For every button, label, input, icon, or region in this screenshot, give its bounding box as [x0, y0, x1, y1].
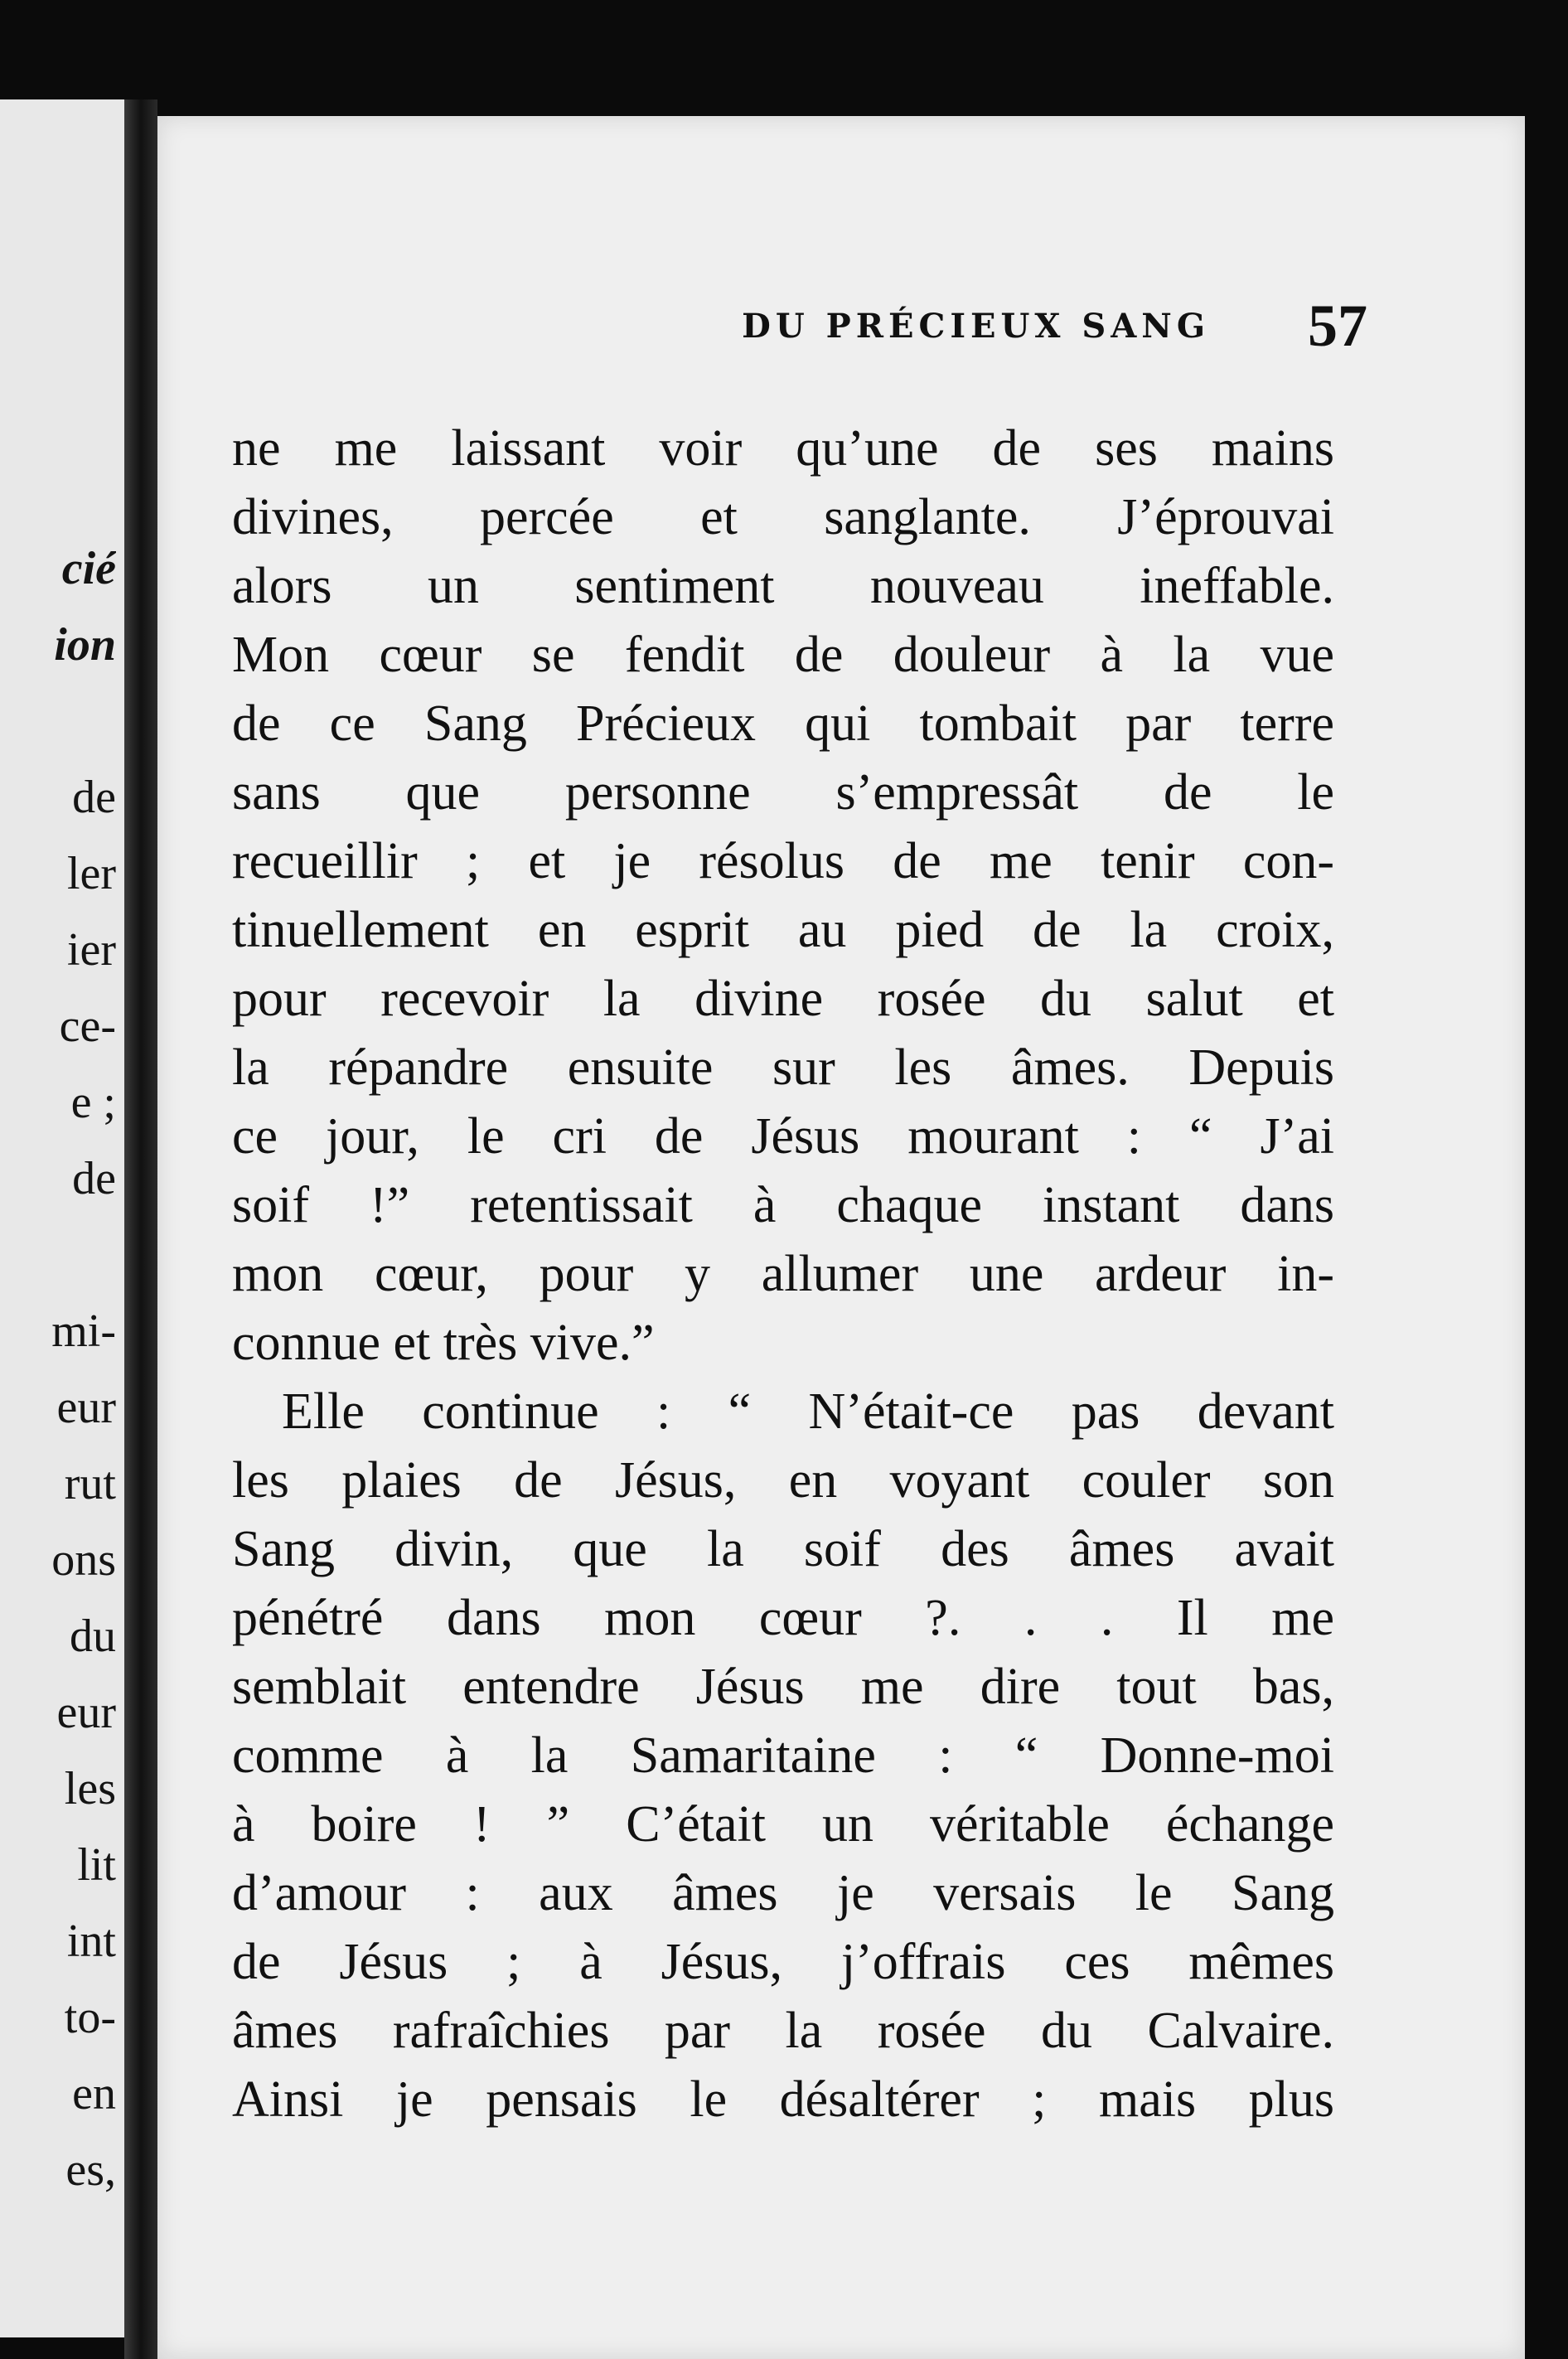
facing-page-fragment: ce-	[59, 1000, 116, 1052]
facing-page-fragment: lit	[77, 1839, 116, 1891]
facing-page-fragment: rut	[64, 1458, 116, 1509]
text-line: Mon cœur se fendit de douleur à la vue	[232, 627, 1334, 683]
facing-page-fragment	[0, 683, 116, 759]
text-line: recueillir ; et je résolus de me tenir con-	[232, 833, 1334, 889]
facing-page-fragment: to-	[64, 1992, 116, 2043]
text-line: les plaies de Jésus, en voyant couler son	[232, 1452, 1334, 1509]
text-line: âmes rafraîchies par la rosée du Calvaire.	[232, 2003, 1334, 2059]
body-text	[232, 414, 1334, 2134]
text-line: tinuellement en esprit au pied de la croix,	[232, 902, 1334, 958]
text-line: semblait entendre Jésus me dire tout bas,	[232, 1659, 1334, 1715]
facing-page-fragment: de	[72, 772, 116, 823]
text-line: Elle continue : “ N’était-ce pas devant	[282, 1383, 1334, 1440]
facing-page-fragment: eur	[56, 1687, 116, 1738]
facing-page-fragment: les	[64, 1763, 116, 1814]
text-line: de Jésus ; à Jésus, j’offrais ces mêmes	[232, 1934, 1334, 1990]
text-line: la répandre ensuite sur les âmes. Depuis	[232, 1039, 1334, 1096]
facing-page-fragment	[0, 1217, 116, 1293]
facing-page-fragment: de	[72, 1153, 116, 1204]
text-line: mon cœur, pour y allumer une ardeur in-	[232, 1246, 1334, 1302]
book-gutter	[124, 99, 157, 2359]
facing-page-fragment: ons	[51, 1534, 116, 1586]
facing-page-fragment: ler	[66, 848, 116, 899]
text-line: à boire ! ” C’était un véritable échange	[232, 1796, 1334, 1853]
text-line: divines, percée et sanglante. J’éprouvai	[232, 489, 1334, 545]
facing-page-fragment: ier	[66, 924, 116, 976]
facing-page-fragment: eur	[56, 1382, 116, 1433]
facing-page-fragment: cié	[61, 543, 116, 594]
running-head: DU PRÉCIEUX SANG	[742, 307, 1210, 346]
text-line: Ainsi je pensais le désaltérer ; mais plus	[232, 2071, 1334, 2128]
facing-page-fragment: int	[66, 1916, 116, 1967]
text-line: ne me laissant voir qu’une de ses mains	[232, 420, 1334, 477]
text-line: comme à la Samaritaine : “ Donne-moi	[232, 1727, 1334, 1784]
facing-page-fragment: ion	[54, 619, 116, 671]
facing-page-fragment: es,	[65, 2144, 116, 2196]
book-page	[157, 116, 1525, 2359]
text-line: pénétré dans mon cœur ?. . . Il me	[232, 1590, 1334, 1646]
text-line: alors un sentiment nouveau ineffable.	[232, 558, 1334, 614]
text-line: sans que personne s’empressât de le	[232, 764, 1334, 821]
text-line: ce jour, le cri de Jésus mourant : “ J’ai	[232, 1108, 1334, 1165]
text-line: d’amour : aux âmes je versais le Sang	[232, 1865, 1334, 1921]
facing-page-fragment: du	[70, 1611, 116, 1662]
text-line: de ce Sang Précieux qui tombait par terre	[232, 695, 1334, 752]
text-line: soif !” retentissait à chaque instant dans	[232, 1177, 1334, 1233]
facing-page-fragment: mi-	[51, 1305, 116, 1357]
facing-page-fragment: e ;	[70, 1077, 116, 1128]
page-number: 57	[1308, 293, 1367, 359]
text-line: pour recevoir la divine rosée du salut et	[232, 971, 1334, 1027]
facing-page-text-fragments	[0, 530, 116, 2208]
text-line: Sang divin, que la soif des âmes avait	[232, 1521, 1334, 1577]
facing-page-fragment: en	[72, 2068, 116, 2119]
text-line: connue et très vive.”	[232, 1315, 655, 1371]
